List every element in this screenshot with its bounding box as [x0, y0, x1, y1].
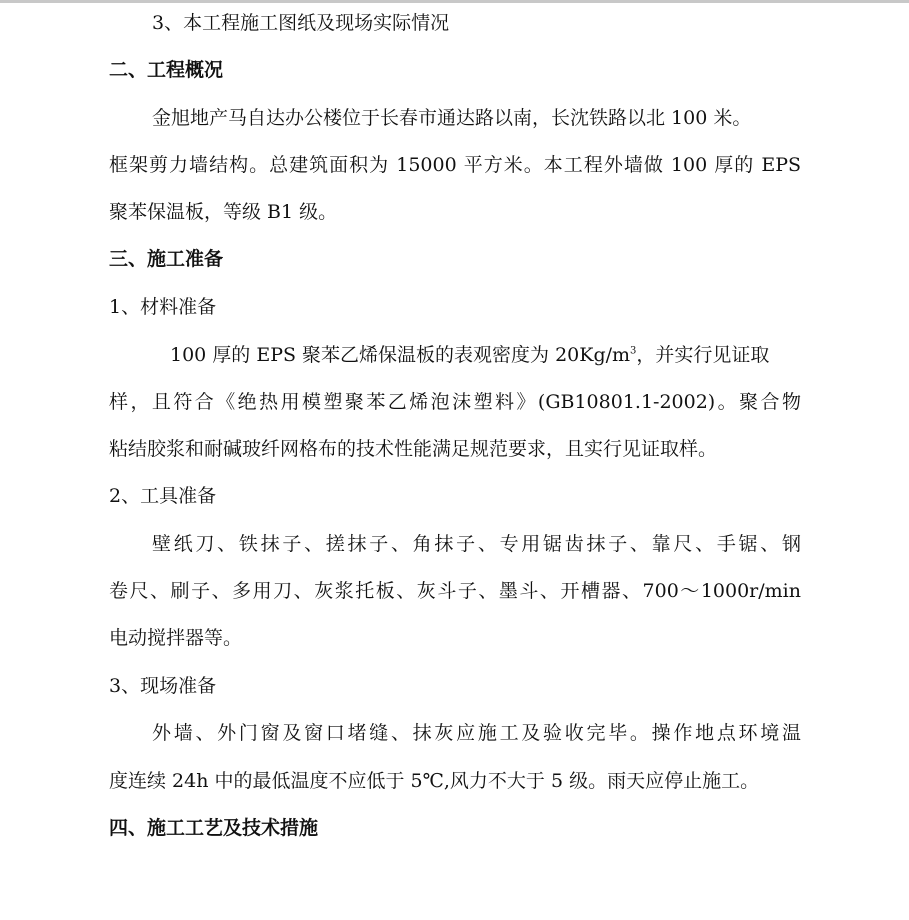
overview-paragraph-line-1: 金旭地产马自达办公楼位于长春市通达路以南，长沈铁路以北 100 米。: [152, 107, 752, 129]
materials-text-b: ，并实行见证取: [636, 344, 770, 366]
tools-paragraph-line-2: 卷尺、刷子、多用刀、灰浆托板、灰斗子、墨斗、开槽器、700～1000r/min: [109, 580, 801, 602]
tools-paragraph-line-1: 壁纸刀、铁抹子、搓抹子、角抹子、专用锯齿抹子、靠尺、手锯、钢: [152, 533, 801, 555]
subheading-materials: 1、材料准备: [109, 296, 217, 318]
materials-paragraph-line-3: 粘结胶浆和耐碱玻纤网格布的技术性能满足规范要求，且实行见证取样。: [109, 438, 718, 460]
materials-paragraph-line-1: [170, 342, 801, 368]
materials-text-a: 100 厚的 EPS 聚苯乙烯保温板的表观密度为 20Kg/m: [170, 344, 631, 366]
subheading-site: 3、现场准备: [109, 675, 217, 697]
overview-paragraph-line-3: 聚苯保温板，等级 B1 级。: [109, 201, 338, 223]
superscript-3: 3: [630, 345, 637, 357]
basis-item-3: 3、本工程施工图纸及现场实际情况: [152, 12, 450, 34]
section-heading-overview: 二、工程概况: [109, 59, 224, 81]
section-heading-process: 四、施工工艺及技术措施: [109, 817, 319, 839]
site-paragraph-line-2: 度连续 24h 中的最低温度不应低于 5℃,风力不大于 5 级。雨天应停止施工。: [109, 770, 760, 792]
tools-paragraph-line-3: 电动搅拌器等。: [109, 627, 243, 649]
site-paragraph-line-1: 外墙、外门窗及窗口堵缝、抹灰应施工及验收完毕。操作地点环境温: [152, 722, 801, 744]
materials-paragraph-line-2: 样，且符合《绝热用模塑聚苯乙烯泡沫塑料》(GB10801.1-2002)。聚合物: [109, 391, 801, 413]
section-heading-preparation: 三、施工准备: [109, 248, 224, 270]
overview-paragraph-line-2: 框架剪力墙结构。总建筑面积为 15000 平方米。本工程外墙做 100 厚的 EPS: [109, 154, 801, 176]
subheading-tools: 2、工具准备: [109, 485, 217, 507]
